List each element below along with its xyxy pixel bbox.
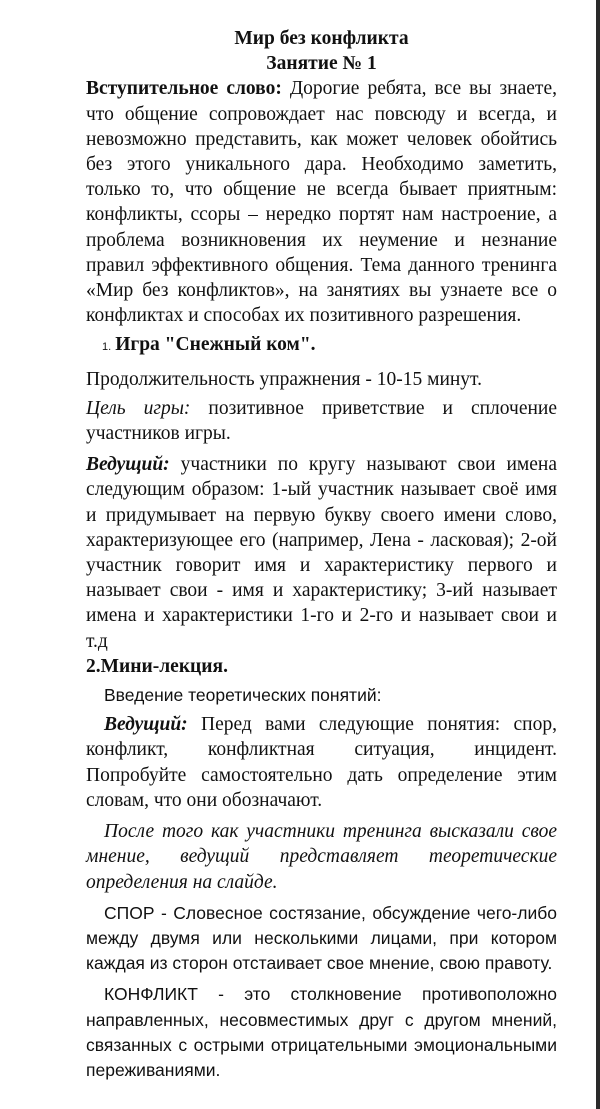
- page-edge-divider: [596, 0, 600, 1109]
- lecture-host-label: Ведущий:: [104, 714, 188, 736]
- game-host-label: Ведущий:: [86, 454, 170, 476]
- dispute-definition: СПОР - Словесное состязание, обсуждение чего-либо между двумя или несколькими лицами, при котором каждая из сторон отстаивает свое мнение, свою правоту.: [86, 902, 557, 974]
- lecture-host-paragraph: [86, 712, 557, 813]
- game-duration: Продолжительность упражнения - 10-15 минут.: [86, 368, 482, 390]
- intro-label: Вступительное слово:: [86, 78, 282, 100]
- lecture-heading: 2.Мини-лекция.: [86, 655, 228, 677]
- game-goal-text: позитивное приветствие и сплочение участников игры.: [86, 397, 557, 445]
- lesson-subtitle: Занятие № 1: [266, 53, 377, 75]
- document-title: Мир без конфликта: [234, 28, 409, 49]
- game-heading: [86, 332, 557, 360]
- game-number: 1.: [102, 341, 112, 354]
- intro-text: Дорогие ребята, все вы знаете, что общение сопровождает нас повсюду и всегда, и невозможно представить, как может человек обойтись без этого уникального дара. Необходимо заметить, только то, что общение не всегда бывает приятным: конфликты, ссоры – нередко портят нам настроение, а проблема возникновения их неумение и незнание правил эффективного общения. Тема данного тренинга «Мир без конфликтов», на занятиях вы узнаете все о конфликтах и способах их позитивного разрешения.: [86, 78, 557, 327]
- intro-paragraph: [86, 76, 557, 328]
- lecture-intro: Введение теоретических понятий:: [104, 685, 382, 706]
- game-goal-label: Цель игры:: [86, 397, 191, 419]
- game-goal: [86, 396, 557, 446]
- game-host-paragraph: [86, 452, 557, 654]
- conflict-definition: КОНФЛИКТ - это столкновение противоположно направленных, несовместимых друг с другом мнений, связанных с острыми отрицательными эмоциональными переживаниями.: [86, 984, 557, 1080]
- document-body: [86, 26, 557, 1083]
- lecture-note: После того как участники тренинга высказали свое мнение, ведущий представляет теоретические определения на слайде.: [86, 821, 557, 893]
- game-heading-text: Игра "Снежный ком".: [115, 334, 316, 356]
- lecture-host-text: Перед вами следующие понятия: спор, конфликт, конфликтная ситуация, инцидент. Попробуйте самостоятельно дать определение этим словам, что они обозначают.: [86, 714, 557, 811]
- game-host-text: участники по кругу называют свои имена следующим образом: 1-ый участник называет своё имя и придумывает на первую букву своего имени слово, характеризующее его (например, Лена - ласковая); 2-ой участник говорит имя и характеристику первого и называет свои - имя и характеристику; 3-ий называет имена и характеристики 1-го и 2-го и называет свои и т.д: [86, 454, 557, 652]
